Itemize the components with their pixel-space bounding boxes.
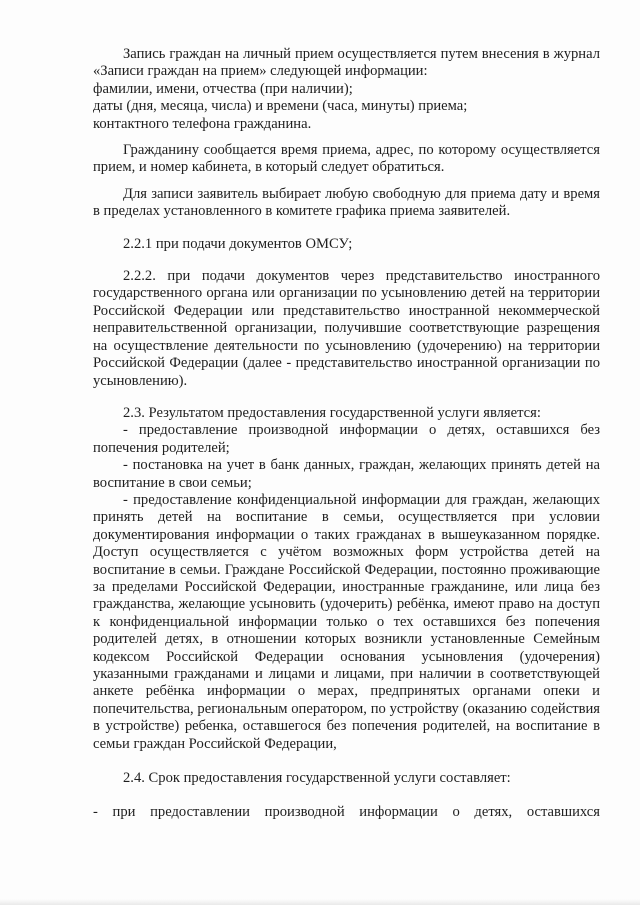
scan-bottom-edge (0, 899, 640, 905)
paragraph-full-name: фамилии, имени, отчества (при наличии); (93, 80, 353, 97)
paragraph-2-3-item-1: - предоставление производной информации о детях, оставшихся без попечения родителей; (93, 422, 600, 456)
paragraph-date-time: даты (дня, месяца, числа) и времени (часа, минуты) приема; (93, 98, 468, 115)
paragraph-appointment-info: Гражданину сообщается время приема, адрес, по которому осуществляется прием, и номер кабинета, в который следует обратиться. (93, 142, 600, 176)
paragraph-phone: контактного телефона гражданина. (93, 115, 312, 132)
paragraph-2-3-heading: 2.3. Результатом предоставления государственной услуги является: (123, 404, 541, 421)
paragraph-date-choice: Для записи заявитель выбирает любую свободную для приема дату и время в пределах установленного в комитете графика приема заявителей. (93, 185, 600, 220)
document-text (93, 46, 600, 822)
paragraph-2-4-item-1: - при предоставлении производной информации о детях, оставшихся (93, 804, 600, 821)
paragraph-registration-journal: Запись граждан на личный прием осуществляется путем внесения в журнал «Записи граждан на прием» следующей информации: (93, 46, 600, 80)
paragraph-2-2-2: 2.2.2. при подачи документов через представительство иностранного государственного органа или организации по усыновлению детей на территории Российской Федерации или представительство иностранной некоммерческой неправительственной организации, получившие соответствующие разрещения на осуществление деятельности по усыновлению (удочерению) на территории Российской Федерации (далее - представительство иностранной организации по усыновлению). (93, 268, 600, 389)
paragraph-2-2-1: 2.2.1 при подачи документов ОМСУ; (123, 235, 353, 252)
paragraph-2-3-item-2: - постановка на учет в банк данных, граждан, желающих принять детей на воспитание в свои семьи; (93, 457, 600, 491)
paragraph-2-4-heading: 2.4. Срок предоставления государственной услуги составляет: (123, 770, 511, 787)
paragraph-2-3-item-3: - предоставление конфиденциальной информации для граждан, желающих принять детей на воспитание в семьи, осуществляется при условии документирования информации о таких гражданах в вышеуказанном порядке. Доступ осуществляется с учётом возможных форм устройства детей на воспитание в семьи. Граждане Российской Федерации, постоянно проживающие за пределами Российской Федерации, иностранные гражданине, или лица без гражданства, желающие усыновить (удочерить) ребёнка, имеют право на доступ к конфиденциальной информации только о тех оставшихся без попечения родителей детях, в отношении которых возникли установленные Семейным кодексом Российской Федерации основания усыновления (удочерения) указанными гражданами и лицами и лицами, при наличии в соответствующей анкете ребёнка информации о мерах, предпринятых органами опеки и попечительства, региональным оператором, по устройству (оказанию содействия в устройстве) ребенка, оставшегося без попечения родителей, на воспитание в семьи граждан Российской Федерации, (93, 491, 600, 752)
